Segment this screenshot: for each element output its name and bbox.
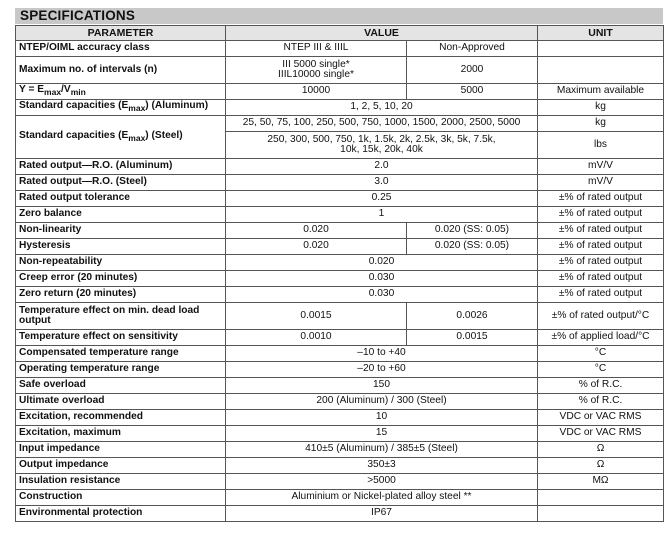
value-cell	[226, 132, 538, 159]
param-text: ) (Steel)	[145, 129, 183, 141]
header-parameter: PARAMETER	[16, 26, 226, 41]
table-row	[16, 41, 664, 57]
param-text: /V	[61, 84, 71, 96]
unit-cell	[538, 506, 664, 522]
unit-cell: lbs	[538, 132, 664, 159]
param-cell: Construction	[16, 490, 226, 506]
param-text: Standard capacities (E	[19, 100, 129, 112]
unit-cell: ±% of applied load/°C	[538, 330, 664, 346]
param-cell: Rated output—R.O. (Aluminum)	[16, 159, 226, 175]
table-row	[16, 378, 664, 394]
unit-cell	[538, 41, 664, 57]
unit-cell: ±% of rated output	[538, 223, 664, 239]
value-cell: 5000	[407, 84, 538, 100]
unit-cell: kg	[538, 116, 664, 132]
table-row	[16, 442, 664, 458]
unit-cell: kg	[538, 100, 664, 116]
table-row	[16, 159, 664, 175]
param-subscript: max	[44, 87, 62, 98]
value-cell: 0.0010	[226, 330, 407, 346]
value-cell	[226, 57, 407, 84]
table-row	[16, 394, 664, 410]
param-subscript: max	[128, 103, 146, 114]
header-row	[16, 26, 664, 41]
unit-cell: % of R.C.	[538, 378, 664, 394]
unit-cell: ±% of rated output	[538, 191, 664, 207]
param-text: ) (Aluminum)	[145, 100, 209, 112]
table-row	[16, 458, 664, 474]
value-line: IIIL10000 single*	[278, 69, 354, 80]
value-cell: IP67	[226, 506, 538, 522]
param-cell: Temperature effect on sensitivity	[16, 330, 226, 346]
table-row	[16, 303, 664, 330]
unit-cell: ±% of rated output	[538, 287, 664, 303]
value-cell: 0.0026	[407, 303, 538, 330]
value-cell: 1	[226, 207, 538, 223]
value-cell: 2000	[407, 57, 538, 84]
param-cell: Rated output tolerance	[16, 191, 226, 207]
param-cell	[16, 100, 226, 116]
table-row	[16, 271, 664, 287]
unit-cell: % of R.C.	[538, 394, 664, 410]
unit-cell: °C	[538, 362, 664, 378]
param-cell: Rated output—R.O. (Steel)	[16, 175, 226, 191]
value-cell: 10	[226, 410, 538, 426]
table-row	[16, 84, 664, 100]
param-cell: Zero balance	[16, 207, 226, 223]
unit-cell: mV/V	[538, 175, 664, 191]
param-subscript: min	[70, 87, 86, 98]
unit-cell: ±% of rated output	[538, 255, 664, 271]
value-cell: 0.030	[226, 287, 538, 303]
param-text: Standard capacities (E	[19, 129, 129, 141]
value-cell: 200 (Aluminum) / 300 (Steel)	[226, 394, 538, 410]
value-cell: 0.020	[226, 255, 538, 271]
value-cell: 15	[226, 426, 538, 442]
value-cell: 0.020	[226, 239, 407, 255]
table-row	[16, 410, 664, 426]
value-line: III 5000 single*	[282, 58, 350, 70]
table-row	[16, 255, 664, 271]
value-cell: 0.0015	[226, 303, 407, 330]
unit-cell: Ω	[538, 442, 664, 458]
unit-cell: MΩ	[538, 474, 664, 490]
table-row	[16, 100, 664, 116]
value-cell: 410±5 (Aluminum) / 385±5 (Steel)	[226, 442, 538, 458]
value-cell: Aluminium or Nickel-plated alloy steel **	[226, 490, 538, 506]
param-subscript: max	[128, 132, 146, 143]
table-row	[16, 330, 664, 346]
table-row	[16, 474, 664, 490]
table-row	[16, 426, 664, 442]
value-cell: 2.0	[226, 159, 538, 175]
specifications-table	[15, 25, 664, 522]
table-row	[16, 175, 664, 191]
param-cell: Input impedance	[16, 442, 226, 458]
unit-cell: VDC or VAC RMS	[538, 426, 664, 442]
unit-cell: °C	[538, 346, 664, 362]
value-cell: 25, 50, 75, 100, 250, 500, 750, 1000, 1500, 2000, 2500, 5000	[226, 116, 538, 132]
table-row	[16, 490, 664, 506]
unit-cell: mV/V	[538, 159, 664, 175]
param-cell: Non-repeatability	[16, 255, 226, 271]
table-row	[16, 116, 664, 132]
value-cell: 0.020 (SS: 0.05)	[407, 239, 538, 255]
value-cell: –10 to +40	[226, 346, 538, 362]
param-cell	[16, 84, 226, 100]
unit-cell	[538, 57, 664, 84]
param-cell: Non-linearity	[16, 223, 226, 239]
value-cell: –20 to +60	[226, 362, 538, 378]
specifications-title: SPECIFICATIONS	[15, 8, 663, 24]
param-text: Y = E	[19, 84, 45, 96]
param-cell: Maximum no. of intervals (n)	[16, 57, 226, 84]
value-cell: 0.030	[226, 271, 538, 287]
value-cell: 150	[226, 378, 538, 394]
unit-cell: Maximum available	[538, 84, 664, 100]
param-cell: Compensated temperature range	[16, 346, 226, 362]
header-unit: UNIT	[538, 26, 664, 41]
table-row	[16, 207, 664, 223]
value-cell: Non-Approved	[407, 41, 538, 57]
value-cell: NTEP III & IIIL	[226, 41, 407, 57]
unit-cell: ±% of rated output/°C	[538, 303, 664, 330]
value-line: 10k, 15k, 20k, 40k	[340, 144, 423, 155]
table-row	[16, 287, 664, 303]
unit-cell: ±% of rated output	[538, 207, 664, 223]
param-cell: Creep error (20 minutes)	[16, 271, 226, 287]
table-row	[16, 506, 664, 522]
param-cell: Ultimate overload	[16, 394, 226, 410]
header-value: VALUE	[226, 26, 538, 41]
value-line: 250, 300, 500, 750, 1k, 1.5k, 2k, 2.5k, 3k, 5k, 7.5k,	[267, 133, 496, 145]
param-cell: Excitation, recommended	[16, 410, 226, 426]
table-row	[16, 223, 664, 239]
param-cell: Zero return (20 minutes)	[16, 287, 226, 303]
unit-cell: ±% of rated output	[538, 271, 664, 287]
param-cell: Environmental protection	[16, 506, 226, 522]
param-cell: Excitation, maximum	[16, 426, 226, 442]
value-cell: 1, 2, 5, 10, 20	[226, 100, 538, 116]
param-cell: Temperature effect on min. dead load output	[16, 303, 226, 330]
unit-cell: VDC or VAC RMS	[538, 410, 664, 426]
param-cell: Insulation resistance	[16, 474, 226, 490]
value-cell: >5000	[226, 474, 538, 490]
param-cell: NTEP/OIML accuracy class	[16, 41, 226, 57]
table-row	[16, 57, 664, 84]
param-cell	[16, 116, 226, 159]
param-cell: Hysteresis	[16, 239, 226, 255]
table-row	[16, 239, 664, 255]
value-cell: 0.25	[226, 191, 538, 207]
value-cell: 0.020 (SS: 0.05)	[407, 223, 538, 239]
value-cell: 0.0015	[407, 330, 538, 346]
param-cell: Safe overload	[16, 378, 226, 394]
value-cell: 3.0	[226, 175, 538, 191]
unit-cell	[538, 490, 664, 506]
table-row	[16, 362, 664, 378]
unit-cell: Ω	[538, 458, 664, 474]
value-cell: 0.020	[226, 223, 407, 239]
value-cell: 350±3	[226, 458, 538, 474]
unit-cell: ±% of rated output	[538, 239, 664, 255]
param-cell: Output impedance	[16, 458, 226, 474]
param-cell: Operating temperature range	[16, 362, 226, 378]
value-cell: 10000	[226, 84, 407, 100]
table-row	[16, 191, 664, 207]
table-row	[16, 346, 664, 362]
